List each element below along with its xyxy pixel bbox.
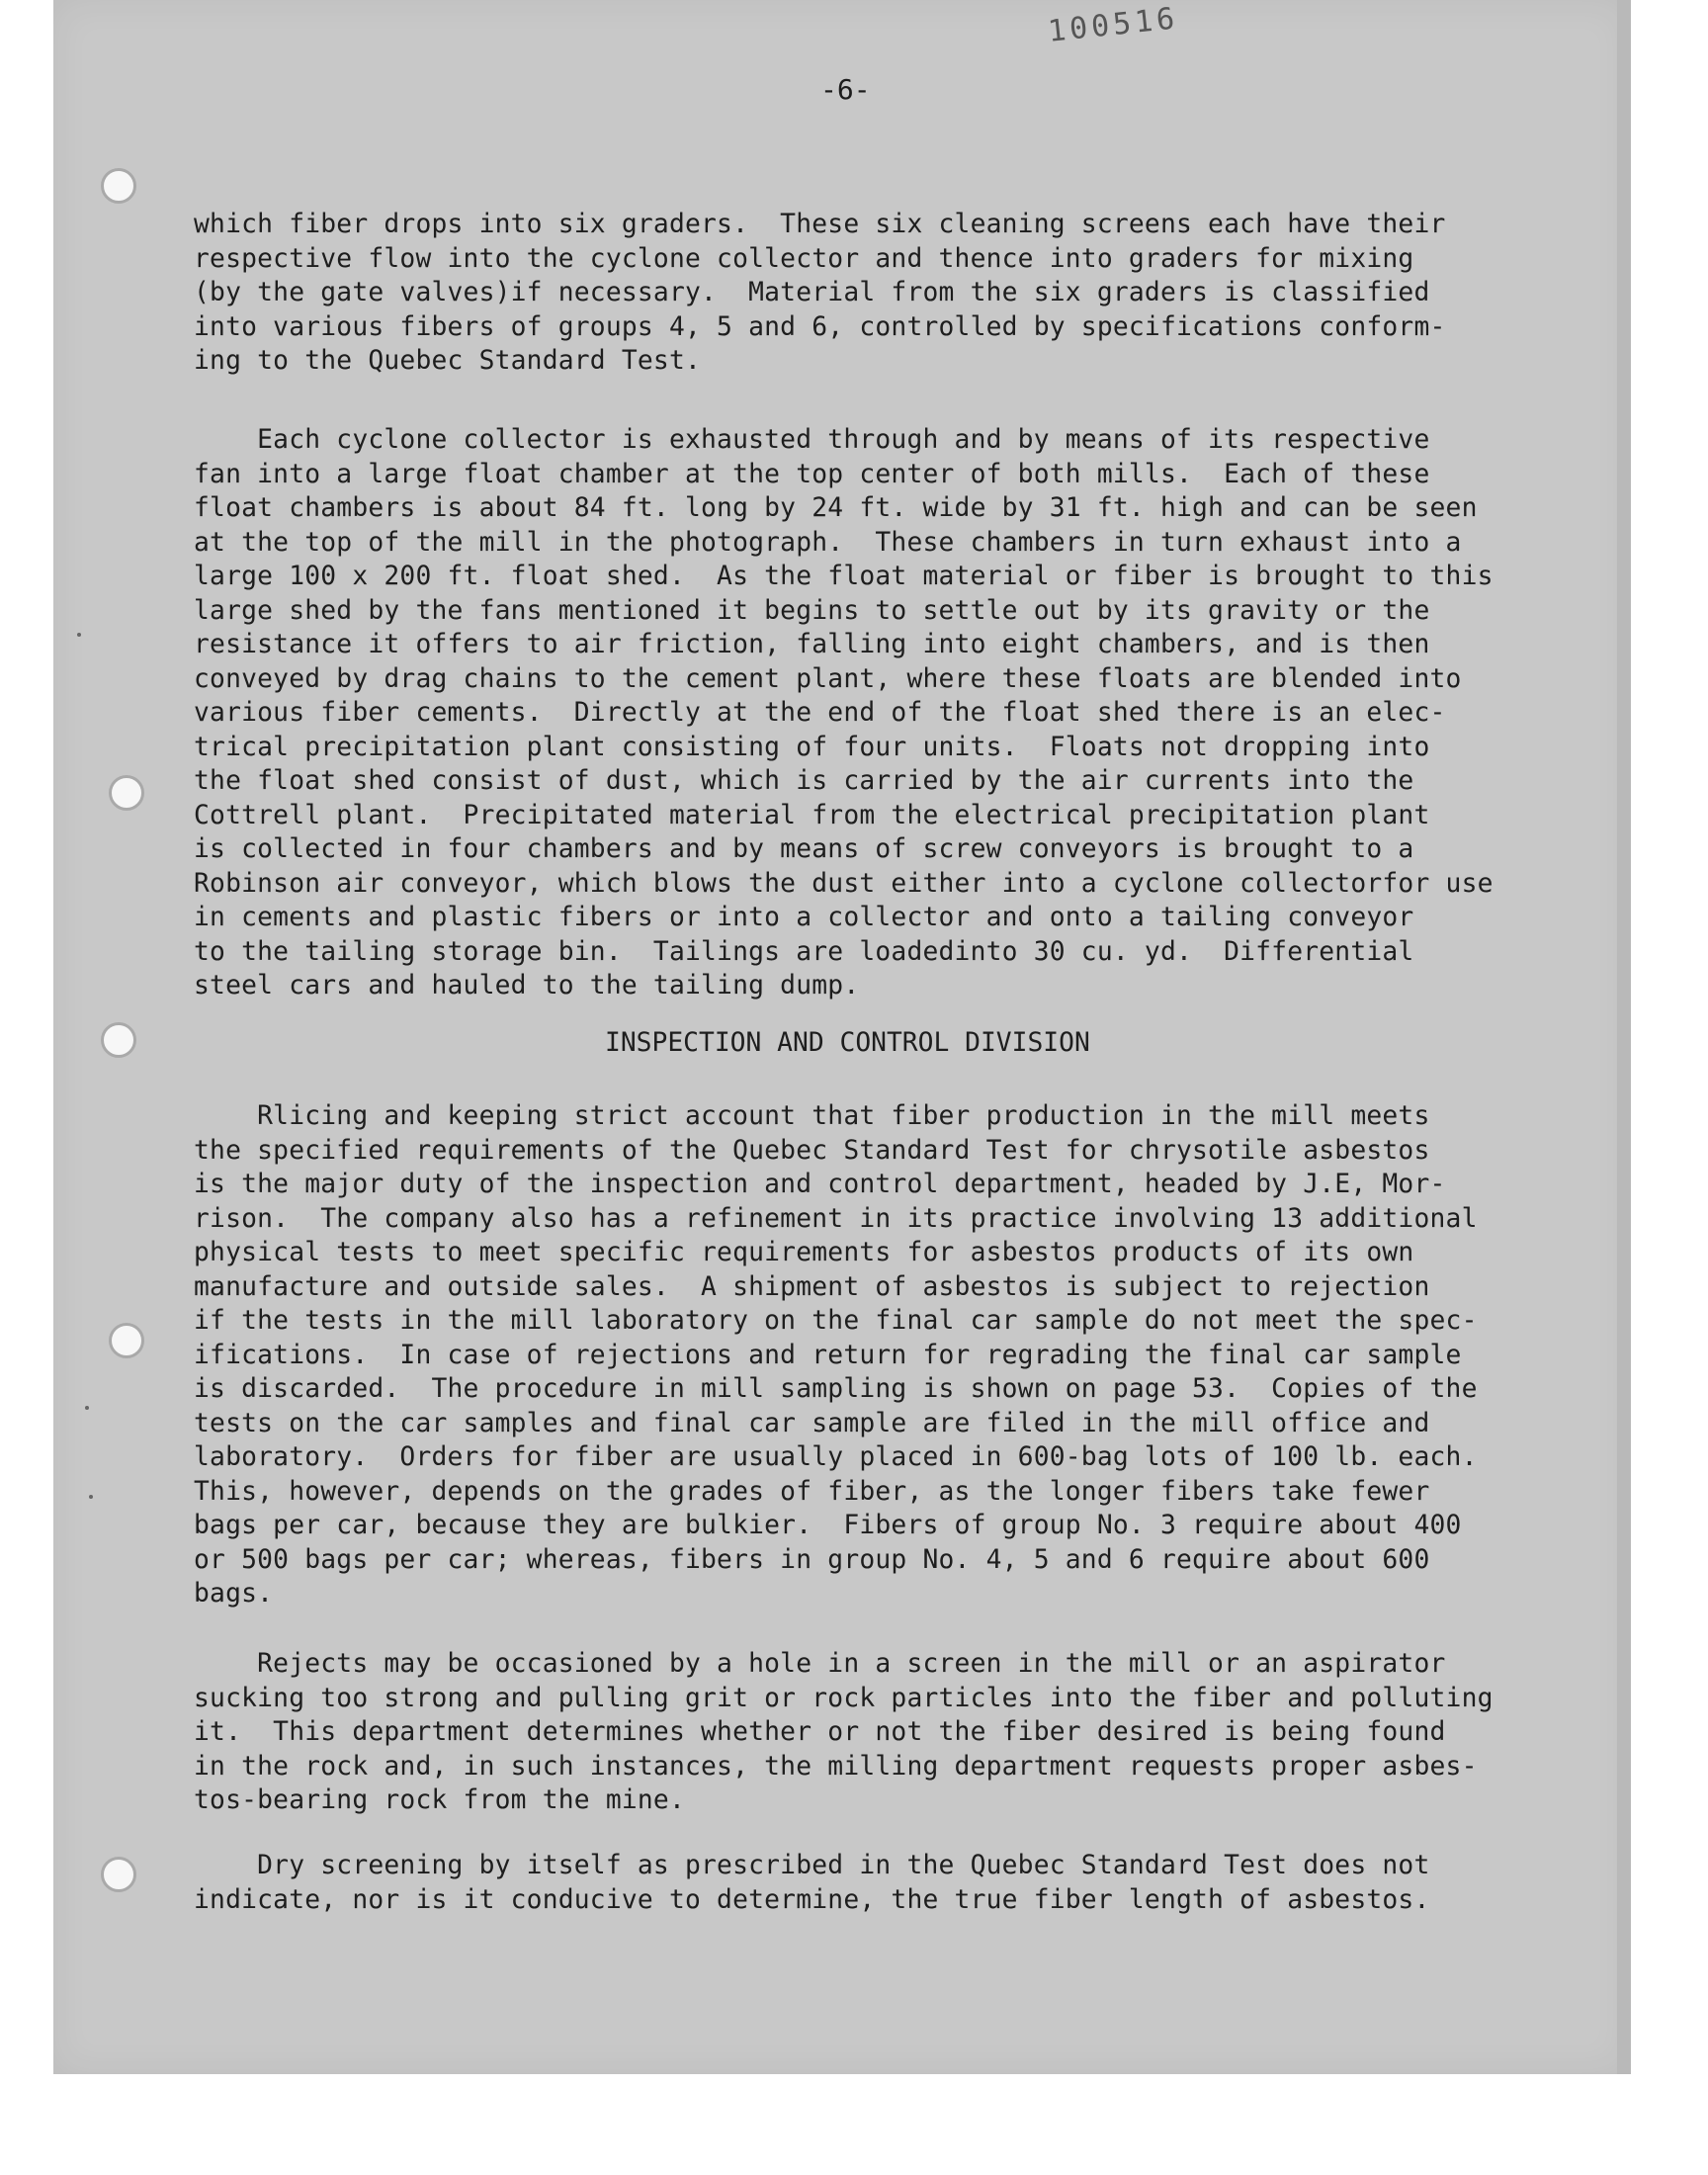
stamp-number: 100516 [1046,1,1180,49]
scan-speck [89,1495,93,1499]
page-number: -6- [820,73,871,106]
paragraph-1: which fiber drops into six graders. These six cleaning screens each have their respective flow into the cyclone collector and thence into graders for mixing (by the gate valves)if necessary. Material from the six graders is classified into various fibers of groups 4, 5 and 6, controlled by specifications conform- ing to the Quebec Standard Test. [194,210,1446,376]
paragraph-3: Rlicing and keeping strict account that fiber production in the mill meets the specified requirements of the Quebec Standard Test for chrysotile asbestos is the major duty of the inspection and control department, headed by J.E, Mor- rison. The company also has a refinement in its practice involving 13 additional physical tests to meet specific requirements for asbestos products of its own manufacture and outside sales. A shipment of asbestos is subject to rejection if the tests in the mill laboratory on the final car sample do not meet the spec- ifications. In case of rejections and return for regrading the final car sample is discarded. The procedure in mill sampling is shown on page 53. Copies of the tests on the car samples and final car sample are filed in the mill office and laboratory. Orders for fiber are usually placed in 600-bag lots of 100 lb. each. This, however, depends on the grades of fiber, as the longer fibers take fewer bags per car, because they are bulkier. Fibers of group No. 3 require about 400 or 500 bags per car; whereas, fibers in group No. 4, 5 and 6 require about 600 bags. [194,1101,1478,1609]
paragraph-5: Dry screening by itself as prescribed in the Quebec Standard Test does not indicate, nor is it conducive to determine, the true fiber length of asbestos. [194,1851,1430,1915]
page-edge-shadow [1617,0,1631,2074]
paragraph-2: Each cyclone collector is exhausted through and by means of its respective fan into a large float chamber at the top center of both mills. Each of these float chambers is about 84 ft. long by 24 ft. wide by 31 ft. high and can be seen at the top of the mill in the photograph. These chambers in turn exhaust into a large 100 x 200 ft. float shed. As the float material or fiber is brought to this large shed by the fans mentioned it begins to settle out by its gravity or the resistance it offers to air friction, falling into eight chambers, and is then conveyed by drag chains to the cement plant, where these floats are blended into various fiber cements. Directly at the end of the float shed there is an elec- trical precipitation plant consisting of four units. Floats not dropping into the float shed consist of dust, which is carried by the air currents into the Cottrell plant. Precipitated material from the electrical precipitation plant is collected in four chambers and by means of screw conveyors is brought to a Robinson air conveyor, which blows the dust either into a cyclone collectorfor use in cements and plastic fibers or into a collector and onto a tailing conveyor to the tailing storage bin. Tailings are loadedinto 30 cu. yd. Differential steel cars and hauled to the tailing dump. [194,425,1494,1000]
punch-hole-5 [101,1857,136,1892]
punch-hole-1 [101,168,136,204]
punch-hole-3 [101,1022,136,1058]
punch-hole-2 [109,775,144,811]
punch-hole-4 [109,1323,144,1358]
scan-speck [85,1406,89,1410]
section-heading: INSPECTION AND CONTROL DIVISION [605,1028,1090,1058]
scan-speck [77,633,81,637]
paragraph-4: Rejects may be occasioned by a hole in a screen in the mill or an aspirator sucking too strong and pulling grit or rock particles into the fiber and polluting it. This department determines whether or not the fiber desired is being found in the rock and, in such instances, the milling department requests proper asbes- tos-bearing rock from the mine. [194,1649,1494,1815]
